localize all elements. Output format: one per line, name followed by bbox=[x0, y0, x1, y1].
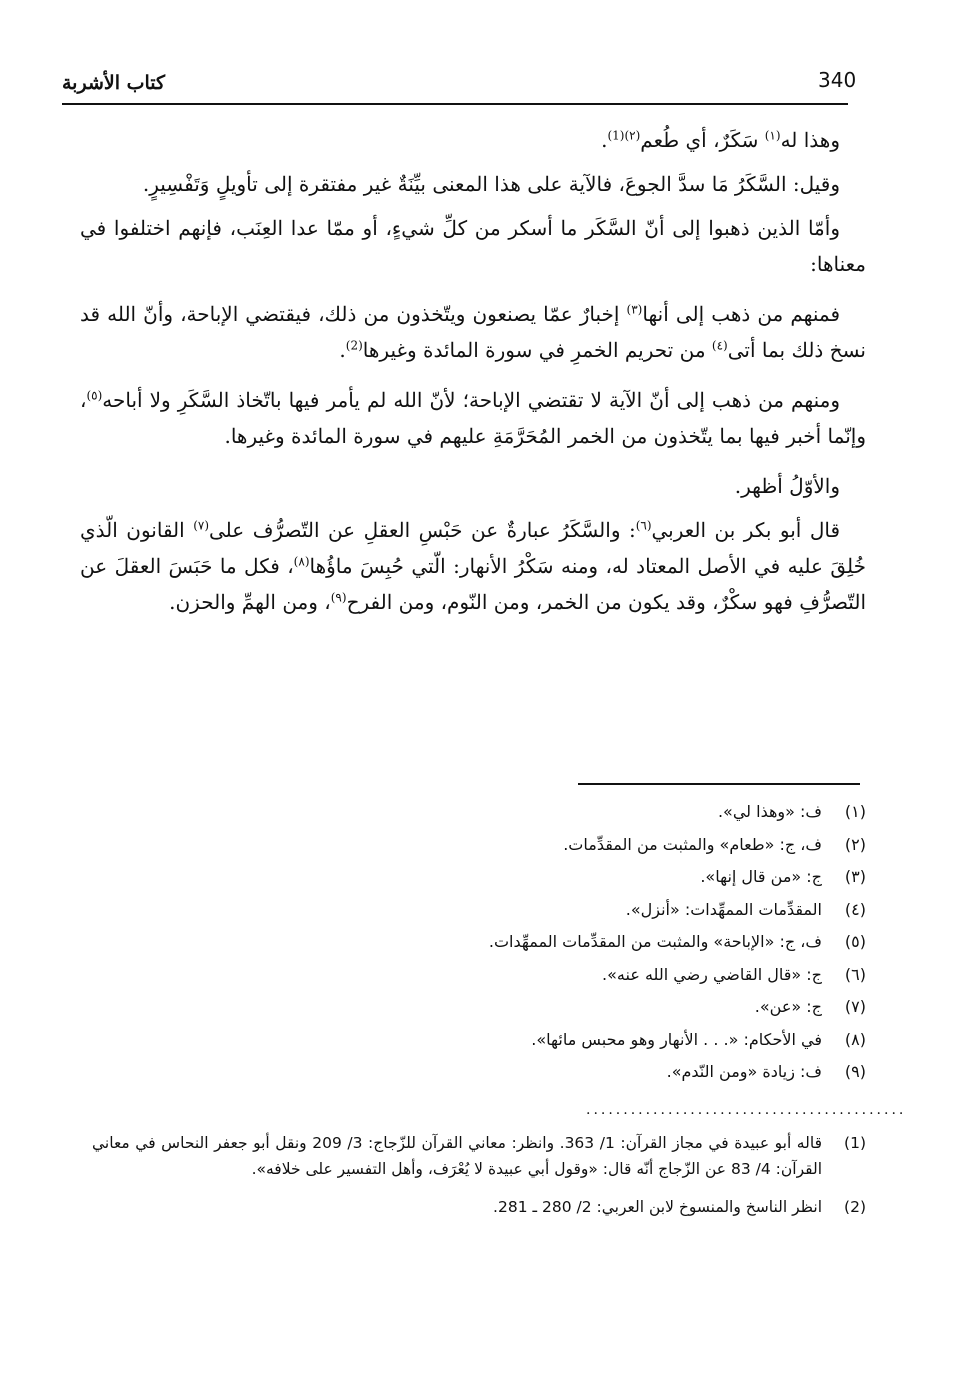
variant-note: (١) ف: «وهذا لي». bbox=[717, 802, 866, 821]
paragraph-2: وقيل: السَّكَرُ مَا سدَّ الجوعَ، فالآية على هذا المعنى بيِّنَةٌ غير مفتقرة إلى تأويلٍ وَتَفْسِيرٍ. bbox=[142, 172, 840, 196]
reference-notes bbox=[92, 1130, 866, 1232]
footnote-marker: (٤) bbox=[711, 338, 728, 353]
footnote-marker: (2) bbox=[345, 338, 363, 353]
footnote-marker: (٩) bbox=[330, 590, 347, 605]
paragraph-6: والأوّلُ أظهر. bbox=[734, 474, 840, 498]
paragraph-1: وهذا له$^{(١)}$ سَكَرٌ، أي طُعم$^{(٢)(1)}$. bbox=[601, 128, 840, 152]
dotted-separator: ........................................... bbox=[586, 1102, 907, 1118]
variant-note: (٥) ف، ج: «الإباحة» والمثبت من المقدِّمات الممهِّدات. bbox=[488, 932, 866, 951]
footnote-marker: (٧) bbox=[193, 518, 210, 533]
variant-note: (٩) ف: زيادة «ومن النّدم». bbox=[666, 1062, 866, 1081]
variant-notes bbox=[300, 796, 866, 1089]
header-rule bbox=[62, 103, 848, 105]
page-number: 340 bbox=[818, 68, 857, 92]
paragraph-3: وأمّا الذين ذهبوا إلى أنّ السَّكَر ما أسكر من كلِّ شيءٍ، أو ممّا عدا العِنَب، فإنهم اختلفوا في معناها: bbox=[80, 216, 866, 276]
footnote-marker: (٦) bbox=[635, 518, 652, 533]
page-header bbox=[62, 68, 857, 104]
variant-note: (٣) ج: «من قال إنها». bbox=[700, 867, 866, 886]
footnote-marker: (١) bbox=[764, 128, 781, 143]
variant-note: (٨) في الأحكام: «. . . الأنهار وهو محبس مائها». bbox=[531, 1029, 866, 1049]
paragraph-5: ومنهم من ذهب إلى أنّ الآية لا تقتضي الإباحة؛ لأنّ الله لم يأمر فيها باتّخاذ السَّكَرِ ولا أباحه$^{(٥)}$، وإنّما أخبر فيها بما يتّخذون من الخمر المُحَرَّمَةِ عليهم في سورة المائدة وغيرها. bbox=[80, 388, 866, 448]
footnote-marker: (٣) bbox=[626, 302, 643, 317]
main-text bbox=[80, 122, 866, 628]
variant-note: (٧) ج: «عن». bbox=[754, 997, 866, 1016]
running-title: كتاب الأشربة bbox=[62, 72, 166, 94]
footnote-marker: (٥) bbox=[86, 388, 103, 403]
reference-note: (1) قاله أبو عبيدة في مجاز القرآن: 1/ 363. وانظر: معاني القرآن للزّجاج: 3/ 209 ونقل أبو جعفر النحاس في معاني القرآن: 4/ 83 عن الزّجاج أنّه قال: «وقول أبي عبيدة لا يُعْرَف، وأهل التفسير على خلافه». bbox=[92, 1134, 866, 1178]
variant-note: (٦) ج: «قال القاضي رضي الله عنه». bbox=[602, 964, 866, 984]
footnote-marker: (٢)(1) bbox=[607, 128, 641, 143]
variant-note: (٤) المقدِّمات الممهِّدات: «أنزل». bbox=[625, 899, 866, 919]
paragraph-7: قال أبو بكر بن العربي$^{(٦)}$: والسَّكَرُ عبارةٌ عن حَبْسِ العقلِ عن التّصرُّف على$^{(٧)}$ القانون الّذي خُلِقَ عليه في الأصل المعتاد له، ومنه سَكْرُ الأنهار: الّتي حُبِسَ ماؤُها$^{(٨)}$، فكل ما حَبَسَ العقلَ عن التّصرُّفِ فهو سكْرٌ، وقد يكون من الخمر، ومن النّوم، ومن الفرح$^{(٩)}$، ومن الهمِّ والحزن. bbox=[80, 518, 866, 614]
footnote-marker: (٨) bbox=[293, 554, 310, 569]
reference-note: (2) انظر الناسخ والمنسوخ لابن العربي: 2/ 280 ـ 281. bbox=[493, 1198, 866, 1216]
paragraph-4: فمنهم من ذهب إلى أنها$^{(٣)}$ إخبارٌ عمّا يصنعون ويتّخذون من ذلك، فيقتضي الإباحة، وأنّ الله قد نسخ ذلك بما أتى$^{(٤)}$ من تحريم الخمرِ في سورة المائدة وغيرها$^{(2)}$. bbox=[80, 302, 866, 362]
variant-note: (٢) ف، ج: «طعام» والمثبت من المقدِّمات. bbox=[563, 834, 866, 854]
footnote-rule bbox=[578, 783, 860, 785]
